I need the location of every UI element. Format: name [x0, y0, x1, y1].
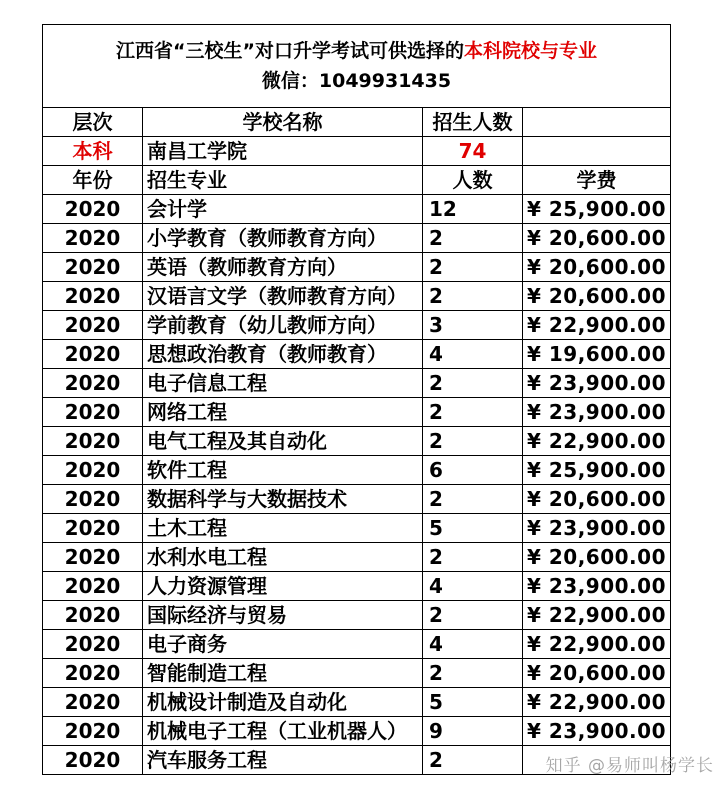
title-highlight: 本科院校与专业: [463, 40, 597, 62]
row-count: 4: [423, 630, 523, 659]
table-row: [43, 688, 671, 717]
row-fee: ¥ 20,600.00: [523, 659, 671, 688]
table-row: [43, 282, 671, 311]
row-fee: ¥ 22,900.00: [523, 427, 671, 456]
row-count: 2: [423, 282, 523, 311]
header-people: 人数: [423, 166, 523, 195]
row-major: 网络工程: [143, 398, 423, 427]
row-count: 5: [423, 514, 523, 543]
row-fee: ¥ 23,900.00: [523, 572, 671, 601]
table-row: [43, 572, 671, 601]
row-count: 2: [423, 224, 523, 253]
row-fee: ¥ 20,600.00: [523, 224, 671, 253]
row-fee: ¥ 20,600.00: [523, 282, 671, 311]
header-year: 年份: [43, 166, 143, 195]
row-fee: ¥ 23,900.00: [523, 514, 671, 543]
row-count: 12: [423, 195, 523, 224]
row-fee: ¥ 23,900.00: [523, 717, 671, 746]
row-fee: ¥ 22,900.00: [523, 311, 671, 340]
row-year: 2020: [43, 688, 143, 717]
row-major: 小学教育（教师教育方向）: [143, 224, 423, 253]
header-empty: [523, 108, 671, 137]
row-year: 2020: [43, 746, 143, 775]
row-year: 2020: [43, 572, 143, 601]
header-row-majors: [43, 166, 671, 195]
watermark: 知乎 @易师叫杨学长: [545, 756, 714, 776]
row-year: 2020: [43, 398, 143, 427]
row-count: 2: [423, 253, 523, 282]
row-count: 4: [423, 572, 523, 601]
header-fee: 学费: [523, 166, 671, 195]
school-row: [43, 137, 671, 166]
table-row: [43, 659, 671, 688]
row-year: 2020: [43, 543, 143, 572]
row-year: 2020: [43, 485, 143, 514]
row-year: 2020: [43, 282, 143, 311]
row-major: 汉语言文学（教师教育方向）: [143, 282, 423, 311]
row-year: 2020: [43, 311, 143, 340]
row-count: 5: [423, 688, 523, 717]
school-empty: [523, 137, 671, 166]
row-year: 2020: [43, 717, 143, 746]
row-year: 2020: [43, 659, 143, 688]
row-year: 2020: [43, 514, 143, 543]
row-count: 2: [423, 543, 523, 572]
row-count: 2: [423, 485, 523, 514]
row-fee: ¥ 19,600.00: [523, 340, 671, 369]
enrollment-table: [42, 24, 671, 775]
table-row: [43, 340, 671, 369]
table-row: [43, 427, 671, 456]
row-fee: ¥ 22,900.00: [523, 688, 671, 717]
row-fee: ¥ 20,600.00: [523, 543, 671, 572]
row-major: 学前教育（幼儿教师方向）: [143, 311, 423, 340]
row-count: 4: [423, 340, 523, 369]
table-row: [43, 514, 671, 543]
table-row: [43, 485, 671, 514]
row-year: 2020: [43, 601, 143, 630]
table-row: [43, 601, 671, 630]
row-major: 机械设计制造及自动化: [143, 688, 423, 717]
school-name: 南昌工学院: [143, 137, 423, 166]
header-school-name: 学校名称: [143, 108, 423, 137]
title-prefix: 江西省“三校生”对口升学考试可供选择的: [116, 40, 464, 62]
row-count: 2: [423, 659, 523, 688]
table-row: [43, 398, 671, 427]
table-row: [43, 543, 671, 572]
wechat-contact: 微信：1049931435: [261, 70, 452, 92]
row-major: 机械电子工程（工业机器人）: [143, 717, 423, 746]
row-year: 2020: [43, 369, 143, 398]
row-major: 软件工程: [143, 456, 423, 485]
title-row: [43, 25, 671, 108]
row-fee: ¥ 22,900.00: [523, 630, 671, 659]
header-row-school: [43, 108, 671, 137]
table-row: [43, 224, 671, 253]
table-row: [43, 456, 671, 485]
row-major: 水利水电工程: [143, 543, 423, 572]
row-major: 思想政治教育（教师教育）: [143, 340, 423, 369]
row-count: 2: [423, 427, 523, 456]
row-major: 人力资源管理: [143, 572, 423, 601]
row-major: 会计学: [143, 195, 423, 224]
table-row: [43, 630, 671, 659]
row-fee: ¥ 22,900.00: [523, 601, 671, 630]
table-row: [43, 717, 671, 746]
row-fee: ¥ 25,900.00: [523, 195, 671, 224]
row-fee: ¥ 20,600.00: [523, 485, 671, 514]
row-major: 土木工程: [143, 514, 423, 543]
header-major: 招生专业: [143, 166, 423, 195]
row-major: 智能制造工程: [143, 659, 423, 688]
title-cell: [43, 25, 671, 108]
row-year: 2020: [43, 253, 143, 282]
table-row: [43, 311, 671, 340]
row-count: 9: [423, 717, 523, 746]
row-year: 2020: [43, 195, 143, 224]
row-major: 电子信息工程: [143, 369, 423, 398]
row-count: 3: [423, 311, 523, 340]
row-fee: ¥ 25,900.00: [523, 456, 671, 485]
row-major: 数据科学与大数据技术: [143, 485, 423, 514]
header-enroll-count: 招生人数: [423, 108, 523, 137]
row-major: 电子商务: [143, 630, 423, 659]
row-count: 6: [423, 456, 523, 485]
table-row: [43, 195, 671, 224]
school-count: 74: [423, 137, 523, 166]
row-fee: ¥ 23,900.00: [523, 369, 671, 398]
sheet-title: [43, 36, 670, 66]
row-fee: ¥ 20,600.00: [523, 253, 671, 282]
row-count: 2: [423, 746, 523, 775]
row-count: 2: [423, 398, 523, 427]
row-year: 2020: [43, 427, 143, 456]
row-count: 2: [423, 369, 523, 398]
row-count: 2: [423, 601, 523, 630]
row-year: 2020: [43, 630, 143, 659]
school-level: 本科: [43, 137, 143, 166]
header-level: 层次: [43, 108, 143, 137]
table-row: [43, 253, 671, 282]
row-major: 国际经济与贸易: [143, 601, 423, 630]
row-year: 2020: [43, 456, 143, 485]
row-major: 英语（教师教育方向）: [143, 253, 423, 282]
row-year: 2020: [43, 224, 143, 253]
row-major: 汽车服务工程: [143, 746, 423, 775]
table-row: [43, 369, 671, 398]
row-major: 电气工程及其自动化: [143, 427, 423, 456]
row-fee: ¥ 23,900.00: [523, 398, 671, 427]
row-year: 2020: [43, 340, 143, 369]
